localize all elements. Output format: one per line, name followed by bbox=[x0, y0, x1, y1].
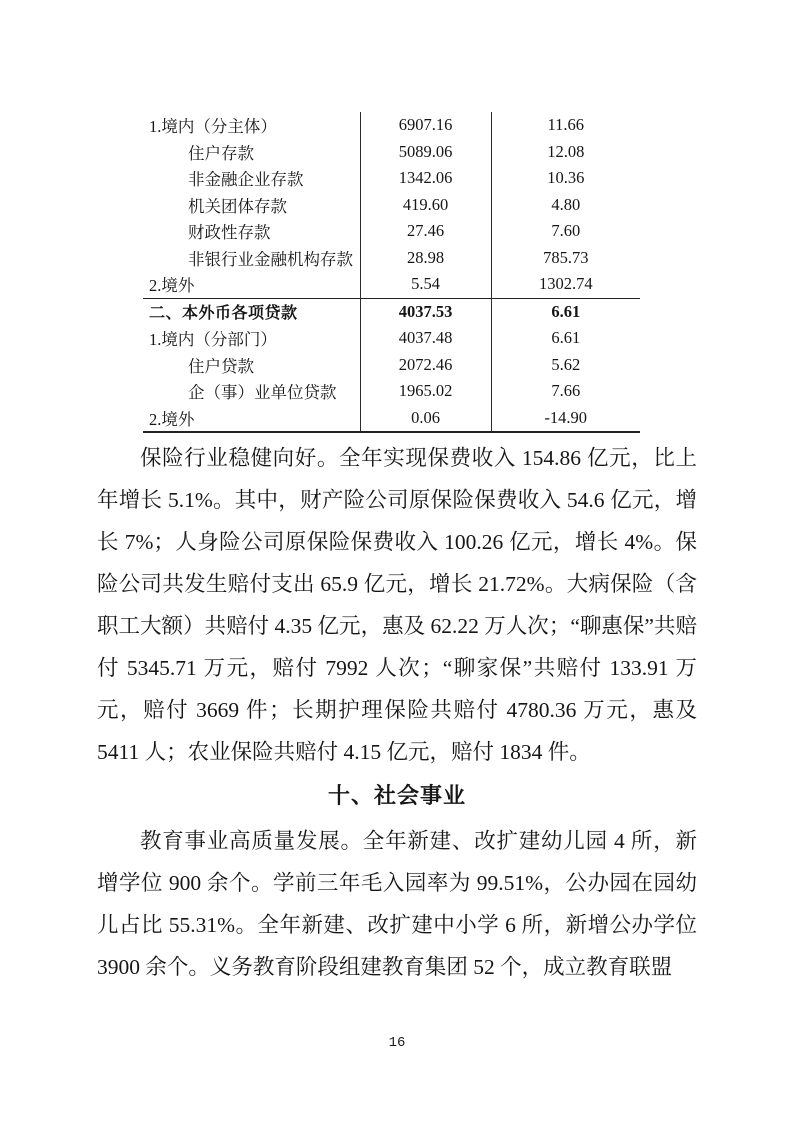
paragraph-education: 教育事业高质量发展。全年新建、改扩建幼儿园 4 所，新增学位 900 余个。学前三年毛入园率为 99.51%，公办园在园幼儿占比 55.31%。全年新建、改扩建中小学 6 所，新增公办学位 3900 余个。义务教育阶段组建教育集团 52 个，成立教育联盟 bbox=[97, 829, 697, 979]
row-label: 1.境内（分主体） bbox=[143, 112, 360, 139]
table-row bbox=[143, 218, 640, 245]
section-heading: 十、社会事业 bbox=[327, 783, 466, 808]
table-row bbox=[143, 139, 640, 166]
table-row bbox=[143, 112, 640, 139]
row-growth: 6.61 bbox=[491, 298, 640, 325]
row-label: 二、本外币各项贷款 bbox=[143, 298, 360, 325]
row-growth: 11.66 bbox=[547, 115, 584, 135]
row-value: 4037.53 bbox=[360, 298, 491, 325]
row-growth: 10.36 bbox=[547, 168, 585, 188]
row-label: 2.境外 bbox=[143, 271, 360, 298]
row-label: 1.境内（分部门） bbox=[143, 325, 360, 352]
row-growth: 12.08 bbox=[547, 141, 585, 161]
table-row bbox=[143, 325, 640, 352]
row-value: 4037.48 bbox=[360, 325, 491, 352]
row-growth: 6.61 bbox=[551, 328, 581, 348]
row-label: 2.境外 bbox=[143, 405, 360, 433]
row-label: 住户贷款 bbox=[143, 352, 360, 379]
table-row bbox=[143, 271, 640, 298]
paragraph-insurance: 保险行业稳健向好。全年实现保费收入 154.86 亿元，比上年增长 5.1%。其中，财产险公司原保险保费收入 54.6 亿元，增长 7%；人身险公司原保险保费收入 100.26 亿元，增长 4%。保险公司共发生赔付支出 65.9 亿元，增长 21.72%。大病保险（含职工大额）共赔付 4.35 亿元，惠及 62.22 万人次；“聊惠保”共赔付 5345.71 万元，赔付 7992 人次；“聊家保”共赔付 133.91 万元，赔付 3669 件；长期护理保险共赔付 4780.36 万元，惠及 5411 人；农业保险共赔付 4.15 亿元，赔付 1834 件。 bbox=[97, 446, 697, 764]
table-row bbox=[143, 352, 640, 379]
row-growth: 785.73 bbox=[543, 247, 589, 267]
row-label: 住户存款 bbox=[143, 139, 360, 166]
table-row bbox=[143, 192, 640, 219]
row-value: 1965.02 bbox=[360, 378, 491, 405]
row-value: 1342.06 bbox=[360, 165, 491, 192]
content-area bbox=[97, 437, 697, 988]
page-number: 16 bbox=[388, 1035, 406, 1051]
row-value: 419.60 bbox=[360, 192, 491, 219]
row-label: 非银行业金融机构存款 bbox=[143, 245, 360, 272]
table-row bbox=[143, 165, 640, 192]
row-value: 6907.16 bbox=[360, 112, 491, 139]
row-growth: 1302.74 bbox=[538, 274, 593, 294]
row-label: 财政性存款 bbox=[143, 218, 360, 245]
deposits-loans-table bbox=[143, 112, 640, 433]
row-growth: 5.62 bbox=[551, 354, 581, 374]
row-growth: -14.90 bbox=[491, 405, 640, 433]
row-value: 2072.46 bbox=[360, 352, 491, 379]
row-value: 5.54 bbox=[360, 271, 491, 298]
row-growth: 7.60 bbox=[551, 221, 581, 241]
table-row bbox=[143, 405, 640, 433]
row-growth: 7.66 bbox=[551, 381, 581, 401]
row-label: 机关团体存款 bbox=[143, 192, 360, 219]
row-label: 企（事）业单位贷款 bbox=[143, 378, 360, 405]
row-value: 28.98 bbox=[360, 245, 491, 272]
table-row bbox=[143, 298, 640, 325]
table-row bbox=[143, 245, 640, 272]
row-label: 非金融企业存款 bbox=[143, 165, 360, 192]
row-value: 5089.06 bbox=[360, 139, 491, 166]
row-growth: 4.80 bbox=[551, 194, 581, 214]
row-value: 0.06 bbox=[360, 405, 491, 433]
row-value: 27.46 bbox=[360, 218, 491, 245]
table-row bbox=[143, 378, 640, 405]
